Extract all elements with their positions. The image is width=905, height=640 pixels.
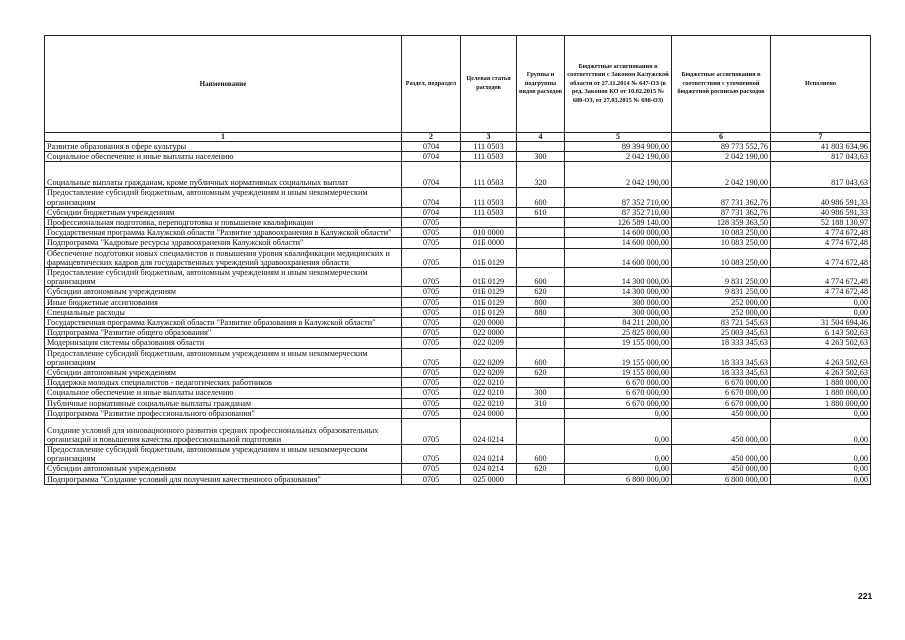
row-expense-group: 600 — [517, 348, 565, 367]
row-section: 0705 — [402, 368, 461, 378]
row-executed-amount: 4 774 672,48 — [771, 248, 871, 267]
row-section: 0705 — [402, 228, 461, 238]
row-section: 0705 — [402, 218, 461, 228]
row-expense-group: 600 — [517, 445, 565, 464]
row-list-amount: 128 359 363,50 — [672, 218, 771, 228]
row-expense-group: 620 — [517, 464, 565, 474]
row-name: Иные бюджетные ассигнования — [45, 297, 402, 307]
row-section: 0705 — [402, 388, 461, 398]
row-target-article: 111 0503 — [461, 188, 517, 207]
column-number: 7 — [771, 133, 871, 142]
header-name: Наименование — [45, 36, 402, 133]
table-row — [45, 207, 871, 217]
header-executed: Исполнено — [771, 36, 871, 133]
row-name: Социальное обеспечение и иные выплаты населению — [45, 152, 402, 162]
row-law-amount: 6 670 000,00 — [565, 378, 672, 388]
row-section: 0704 — [402, 207, 461, 217]
row-expense-group — [517, 338, 565, 348]
row-list-amount: 18 333 345,63 — [672, 338, 771, 348]
row-name: Профессиональная подготовка, переподготовка и повышение квалификации — [45, 218, 402, 228]
column-number: 5 — [565, 133, 672, 142]
table-row — [45, 445, 871, 464]
row-target-article: 022 0210 — [461, 378, 517, 388]
row-list-amount: 450 000,00 — [672, 408, 771, 418]
column-number: 6 — [672, 133, 771, 142]
row-list-amount: 10 083 250,00 — [672, 238, 771, 248]
budget-table-sheet — [44, 35, 870, 485]
header-row — [45, 36, 871, 133]
row-list-amount: 252 000,00 — [672, 297, 771, 307]
header-budget-list-allocations: Бюджетные ассигнования в соответствии с уточненной бюджетной росписью расходов — [672, 36, 771, 133]
row-target-article: 01Б 0129 — [461, 297, 517, 307]
row-executed-amount: 6 143 502,63 — [771, 328, 871, 338]
row-expense-group — [517, 408, 565, 418]
row-expense-group — [517, 228, 565, 238]
row-target-article: 024 0000 — [461, 408, 517, 418]
row-name: Предоставление субсидий бюджетным, автономным учреждениям и иным некоммерческим организациям — [45, 348, 402, 367]
row-law-amount: 14 600 000,00 — [565, 248, 672, 267]
row-list-amount: 450 000,00 — [672, 445, 771, 464]
table-row — [45, 162, 871, 188]
row-target-article: 111 0503 — [461, 207, 517, 217]
row-law-amount: 19 155 000,00 — [565, 338, 672, 348]
row-target-article: 024 0214 — [461, 464, 517, 474]
table-row — [45, 368, 871, 378]
row-target-article: 01Б 0129 — [461, 248, 517, 267]
table-row — [45, 228, 871, 238]
row-expense-group — [517, 248, 565, 267]
table-row — [45, 188, 871, 207]
row-executed-amount: 0,00 — [771, 297, 871, 307]
row-section: 0705 — [402, 398, 461, 408]
row-target-article: 020 0000 — [461, 318, 517, 328]
row-executed-amount: 40 986 591,33 — [771, 188, 871, 207]
row-executed-amount: 4 263 502,63 — [771, 348, 871, 367]
row-law-amount: 19 155 000,00 — [565, 348, 672, 367]
row-section: 0705 — [402, 445, 461, 464]
row-expense-group: 300 — [517, 152, 565, 162]
row-name: Субсидии бюджетным учреждениям — [45, 207, 402, 217]
row-section: 0704 — [402, 142, 461, 152]
row-executed-amount: 1 880 000,00 — [771, 398, 871, 408]
budget-table — [44, 35, 871, 485]
row-target-article: 01Б 0129 — [461, 287, 517, 297]
row-list-amount: 87 731 362,76 — [672, 188, 771, 207]
row-executed-amount: 52 188 130,97 — [771, 218, 871, 228]
row-section: 0705 — [402, 328, 461, 338]
row-target-article: 025 0000 — [461, 474, 517, 484]
table-row — [45, 474, 871, 484]
row-list-amount: 18 333 345,63 — [672, 348, 771, 367]
column-number: 1 — [45, 133, 402, 142]
row-executed-amount: 4 774 672,48 — [771, 287, 871, 297]
row-section: 0705 — [402, 268, 461, 287]
row-target-article: 111 0503 — [461, 142, 517, 152]
row-name: Обеспечение подготовки новых специалистов и повышения уровня квалификации медицинских и фармацевтических кадров для государственных учреждений здравоохранения области — [45, 248, 402, 267]
table-body — [45, 142, 871, 485]
row-executed-amount: 0,00 — [771, 474, 871, 484]
row-list-amount: 2 042 190,00 — [672, 152, 771, 162]
row-executed-amount: 0,00 — [771, 408, 871, 418]
row-law-amount: 87 352 710,00 — [565, 207, 672, 217]
row-list-amount: 450 000,00 — [672, 464, 771, 474]
row-executed-amount: 0,00 — [771, 445, 871, 464]
column-number-row — [45, 133, 871, 142]
header-expense-groups: Группы и подгруппы видов расходов — [517, 36, 565, 133]
row-expense-group — [517, 318, 565, 328]
row-section: 0705 — [402, 297, 461, 307]
table-row — [45, 307, 871, 317]
row-law-amount: 6 670 000,00 — [565, 398, 672, 408]
row-list-amount: 83 721 545,63 — [672, 318, 771, 328]
row-law-amount: 6 800 000,00 — [565, 474, 672, 484]
row-law-amount: 0,00 — [565, 445, 672, 464]
row-list-amount: 9 831 250,00 — [672, 268, 771, 287]
table-row — [45, 388, 871, 398]
row-target-article: 010 0000 — [461, 228, 517, 238]
row-law-amount: 0,00 — [565, 419, 672, 445]
row-expense-group: 610 — [517, 207, 565, 217]
row-law-amount: 0,00 — [565, 408, 672, 418]
row-name: Подпрограмма "Кадровые ресурсы здравоохранения Калужской области" — [45, 238, 402, 248]
row-law-amount: 14 600 000,00 — [565, 238, 672, 248]
row-list-amount: 450 000,00 — [672, 419, 771, 445]
row-target-article: 111 0503 — [461, 162, 517, 188]
row-name: Государственная программа Калужской области "Развитие здравоохранения в Калужской области" — [45, 228, 402, 238]
row-name: Подпрограмма "Развитие общего образования" — [45, 328, 402, 338]
row-law-amount: 14 300 000,00 — [565, 268, 672, 287]
row-law-amount: 2 042 190,00 — [565, 152, 672, 162]
row-section: 0705 — [402, 287, 461, 297]
row-target-article: 01Б 0000 — [461, 238, 517, 248]
row-list-amount: 2 042 190,00 — [672, 162, 771, 188]
table-row — [45, 152, 871, 162]
table-row — [45, 218, 871, 228]
row-expense-group — [517, 238, 565, 248]
table-row — [45, 318, 871, 328]
column-number: 4 — [517, 133, 565, 142]
table-row — [45, 419, 871, 445]
row-law-amount: 126 589 140,00 — [565, 218, 672, 228]
row-section: 0705 — [402, 248, 461, 267]
row-executed-amount: 41 803 634,96 — [771, 142, 871, 152]
row-law-amount: 2 042 190,00 — [565, 162, 672, 188]
row-executed-amount: 0,00 — [771, 464, 871, 474]
row-law-amount: 6 670 000,00 — [565, 388, 672, 398]
row-executed-amount: 4 774 672,48 — [771, 268, 871, 287]
row-list-amount: 252 000,00 — [672, 307, 771, 317]
row-law-amount: 87 352 710,00 — [565, 188, 672, 207]
page-number: 221 — [858, 591, 873, 601]
row-section: 0705 — [402, 348, 461, 367]
row-name: Создание условий для инновационного развития средних профессиональных образовательных организаций и повышения качества профессиональной подготовки — [45, 419, 402, 445]
row-target-article: 022 0210 — [461, 398, 517, 408]
row-expense-group: 300 — [517, 388, 565, 398]
table-row — [45, 238, 871, 248]
row-name: Социальные выплаты гражданам, кроме публичных нормативных социальных выплат — [45, 162, 402, 188]
row-list-amount: 10 083 250,00 — [672, 228, 771, 238]
row-list-amount: 89 773 552,76 — [672, 142, 771, 152]
row-expense-group — [517, 142, 565, 152]
row-name: Модернизация системы образования области — [45, 338, 402, 348]
row-expense-group: 880 — [517, 307, 565, 317]
row-name: Социальное обеспечение и иные выплаты населению — [45, 388, 402, 398]
row-expense-group: 620 — [517, 287, 565, 297]
row-name: Субсидии автономным учреждениям — [45, 368, 402, 378]
row-executed-amount: 817 043,63 — [771, 162, 871, 188]
row-target-article — [461, 218, 517, 228]
row-name: Субсидии автономным учреждениям — [45, 287, 402, 297]
row-expense-group: 600 — [517, 188, 565, 207]
row-list-amount: 18 333 345,63 — [672, 368, 771, 378]
column-number: 2 — [402, 133, 461, 142]
table-row — [45, 408, 871, 418]
row-expense-group: 320 — [517, 162, 565, 188]
row-expense-group: 620 — [517, 368, 565, 378]
row-law-amount: 14 300 000,00 — [565, 287, 672, 297]
row-law-amount: 300 000,00 — [565, 297, 672, 307]
row-section: 0705 — [402, 474, 461, 484]
row-expense-group — [517, 474, 565, 484]
row-target-article: 024 0214 — [461, 445, 517, 464]
row-target-article: 01Б 0129 — [461, 307, 517, 317]
row-expense-group — [517, 218, 565, 228]
row-expense-group: 800 — [517, 297, 565, 307]
row-target-article: 022 0209 — [461, 368, 517, 378]
row-expense-group: 310 — [517, 398, 565, 408]
header-law-allocations: Бюджетные ассигнования в соответствии с Законом Калужской области от 27.11.2014 № 647-ОЗ (в ред. Законов КО от 10.02.2015 № 680-ОЗ, от 27.03.2015 № 698-ОЗ) — [565, 36, 672, 133]
row-law-amount: 19 155 000,00 — [565, 368, 672, 378]
row-name: Подпрограмма "Создание условий для получения качественного образования" — [45, 474, 402, 484]
row-executed-amount: 1 880 000,00 — [771, 378, 871, 388]
row-target-article: 022 0209 — [461, 348, 517, 367]
row-name: Специальные расходы — [45, 307, 402, 317]
row-executed-amount: 0,00 — [771, 419, 871, 445]
row-section: 0705 — [402, 464, 461, 474]
row-executed-amount: 817 043,63 — [771, 152, 871, 162]
row-target-article: 022 0000 — [461, 328, 517, 338]
header-target-article: Целевая статья расходов — [461, 36, 517, 133]
row-section: 0705 — [402, 378, 461, 388]
row-section: 0704 — [402, 152, 461, 162]
row-executed-amount: 1 880 000,00 — [771, 388, 871, 398]
row-target-article: 022 0209 — [461, 338, 517, 348]
row-list-amount: 9 831 250,00 — [672, 287, 771, 297]
row-executed-amount: 4 774 672,48 — [771, 228, 871, 238]
row-executed-amount: 40 986 591,33 — [771, 207, 871, 217]
row-list-amount: 6 670 000,00 — [672, 388, 771, 398]
row-name: Развитие образования в сфере культуры — [45, 142, 402, 152]
row-name: Предоставление субсидий бюджетным, автономным учреждениям и иным некоммерческим организациям — [45, 445, 402, 464]
row-section: 0704 — [402, 162, 461, 188]
table-row — [45, 297, 871, 307]
row-list-amount: 10 083 250,00 — [672, 248, 771, 267]
table-row — [45, 328, 871, 338]
row-target-article: 01Б 0129 — [461, 268, 517, 287]
table-row — [45, 142, 871, 152]
row-name: Субсидии автономным учреждениям — [45, 464, 402, 474]
row-expense-group — [517, 419, 565, 445]
row-section: 0705 — [402, 238, 461, 248]
row-name: Поддержка молодых специалистов - педагогических работников — [45, 378, 402, 388]
row-executed-amount: 4 263 502,63 — [771, 368, 871, 378]
row-name: Государственная программа Калужской области "Развитие образования в Калужской области" — [45, 318, 402, 328]
row-name: Публичные нормативные социальные выплаты гражданам — [45, 398, 402, 408]
row-target-article: 024 0214 — [461, 419, 517, 445]
row-section: 0705 — [402, 419, 461, 445]
table-row — [45, 398, 871, 408]
row-section: 0705 — [402, 408, 461, 418]
row-list-amount: 6 800 000,00 — [672, 474, 771, 484]
row-list-amount: 25 003 345,63 — [672, 328, 771, 338]
row-law-amount: 25 825 000,00 — [565, 328, 672, 338]
table-row — [45, 348, 871, 367]
row-section: 0705 — [402, 338, 461, 348]
table-row — [45, 378, 871, 388]
row-law-amount: 84 211 200,00 — [565, 318, 672, 328]
row-expense-group — [517, 328, 565, 338]
row-expense-group: 600 — [517, 268, 565, 287]
header-section: Раздел, подраздел — [402, 36, 461, 133]
row-list-amount: 87 731 362,76 — [672, 207, 771, 217]
table-row — [45, 268, 871, 287]
row-name: Предоставление субсидий бюджетным, автономным учреждениям и иным некоммерческим организациям — [45, 268, 402, 287]
row-name: Предоставление субсидий бюджетным, автономным учреждениям и иным некоммерческим организациям — [45, 188, 402, 207]
row-target-article: 111 0503 — [461, 152, 517, 162]
row-executed-amount: 4 774 672,48 — [771, 238, 871, 248]
row-expense-group — [517, 378, 565, 388]
row-section: 0705 — [402, 318, 461, 328]
row-executed-amount: 4 263 502,63 — [771, 338, 871, 348]
row-law-amount: 300 000,00 — [565, 307, 672, 317]
row-target-article: 022 0210 — [461, 388, 517, 398]
table-row — [45, 287, 871, 297]
row-name: Подпрограмма "Развитие профессионального образования" — [45, 408, 402, 418]
row-law-amount: 0,00 — [565, 464, 672, 474]
row-section: 0704 — [402, 188, 461, 207]
row-section: 0705 — [402, 307, 461, 317]
row-list-amount: 6 670 000,00 — [672, 378, 771, 388]
column-number: 3 — [461, 133, 517, 142]
row-list-amount: 6 670 000,00 — [672, 398, 771, 408]
row-executed-amount: 0,00 — [771, 307, 871, 317]
row-law-amount: 89 394 900,00 — [565, 142, 672, 152]
table-row — [45, 338, 871, 348]
table-row — [45, 464, 871, 474]
table-row — [45, 248, 871, 267]
row-executed-amount: 31 504 694,46 — [771, 318, 871, 328]
row-law-amount: 14 600 000,00 — [565, 228, 672, 238]
